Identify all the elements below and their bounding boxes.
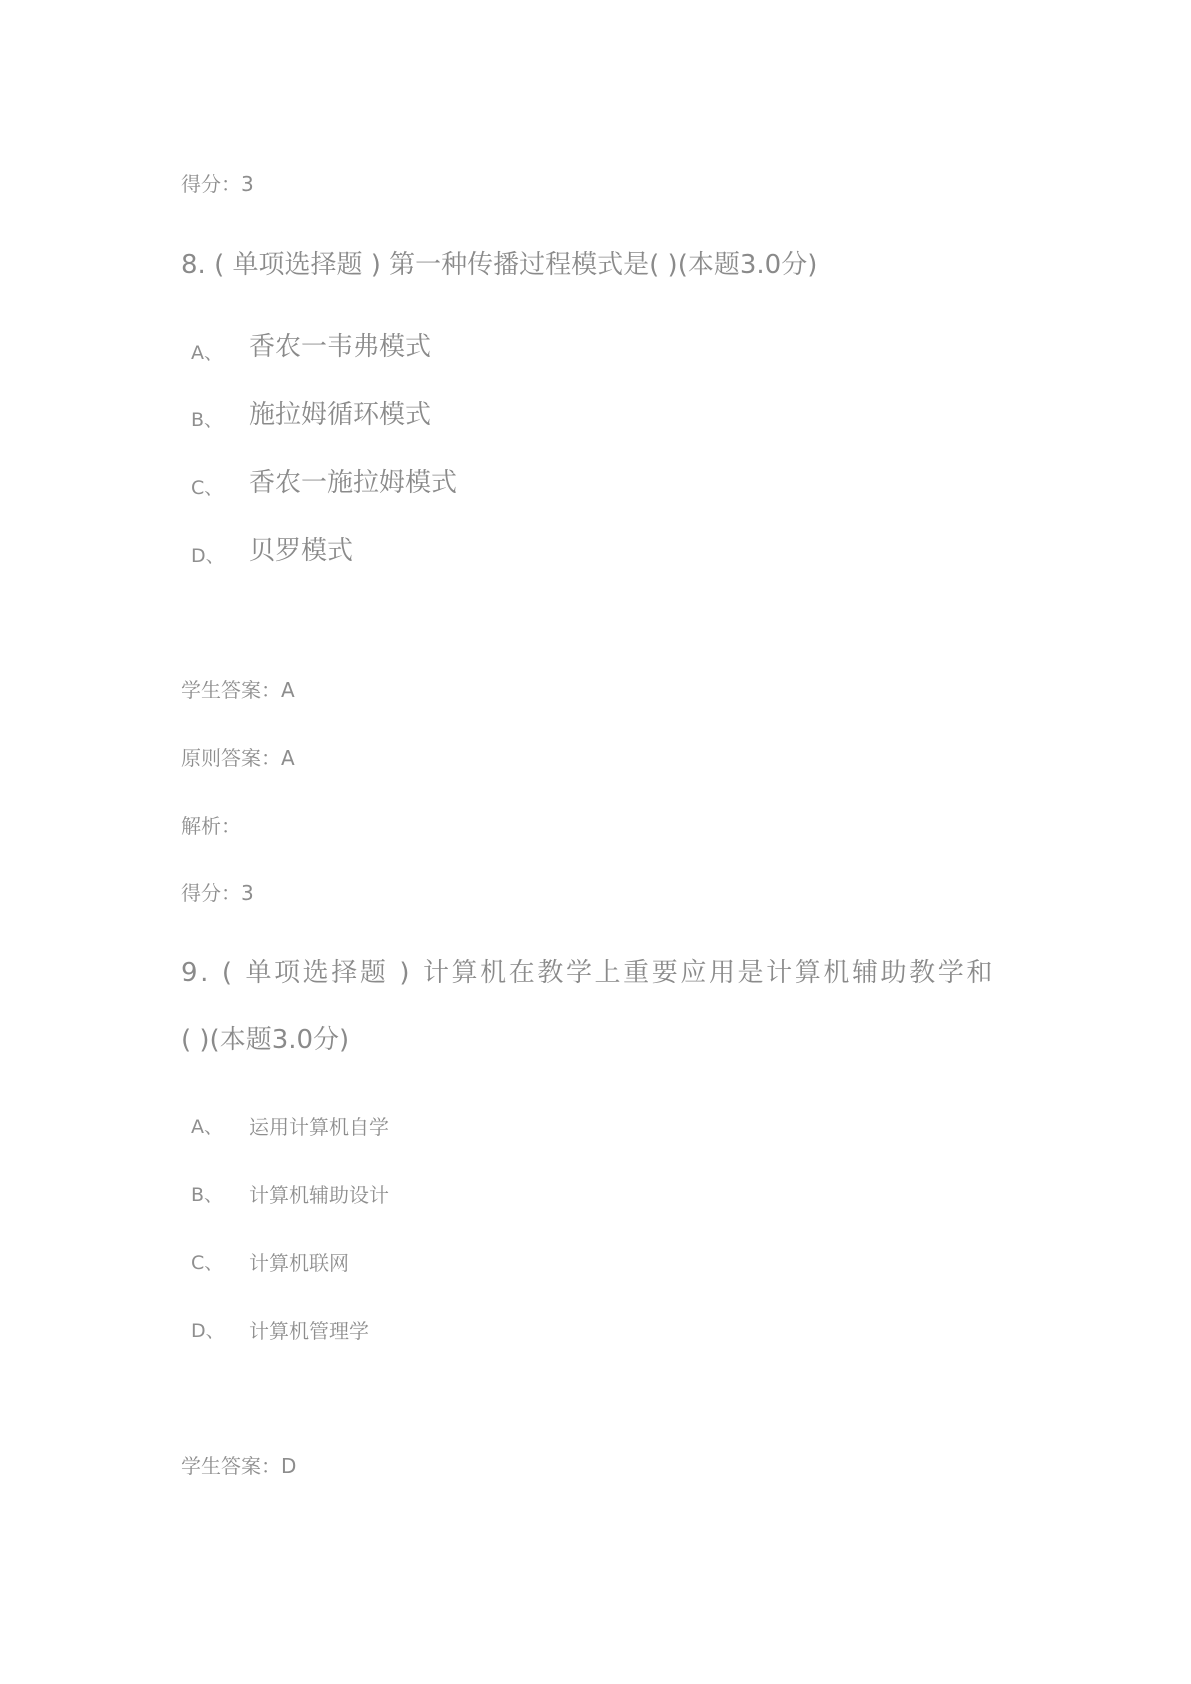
question-9-title-line1: 9. ( 单项选择题 ) 计算机在教学上重要应用是计算机辅助教学和 (181, 958, 995, 988)
question-9-title-line2: ( )(本题3.0分) (181, 1025, 350, 1055)
score: 得分：3 (181, 881, 254, 905)
option-d-text: 贝罗模式 (249, 536, 354, 566)
student-answer: 学生答案：D (181, 1454, 297, 1478)
option-c-text: 计算机联网 (249, 1251, 349, 1275)
option-b-letter: B、 (191, 1184, 224, 1206)
prev-score: 得分：3 (181, 172, 254, 196)
option-a-letter: A、 (191, 1116, 223, 1138)
option-b-letter: B、 (191, 409, 224, 431)
option-a-text: 运用计算机自学 (249, 1115, 389, 1139)
option-c-letter: C、 (191, 1252, 224, 1274)
option-d-letter: D、 (191, 1320, 225, 1342)
option-d-letter: D、 (191, 545, 225, 567)
option-b-text: 计算机辅助设计 (249, 1183, 389, 1207)
student-answer: 学生答案：A (181, 678, 295, 702)
option-d-text: 计算机管理学 (249, 1319, 369, 1343)
question-8-title: 8. ( 单项选择题 ) 第一种传播过程模式是( )(本题3.0分) (181, 250, 818, 280)
option-b-text: 施拉姆循环模式 (249, 400, 432, 430)
option-c-letter: C、 (191, 477, 224, 499)
analysis: 解析： (181, 814, 241, 838)
standard-answer: 原则答案：A (181, 746, 295, 770)
option-a-text: 香农一韦弗模式 (249, 332, 432, 362)
option-c-text: 香农一施拉姆模式 (249, 468, 458, 498)
option-a-letter: A、 (191, 342, 223, 364)
